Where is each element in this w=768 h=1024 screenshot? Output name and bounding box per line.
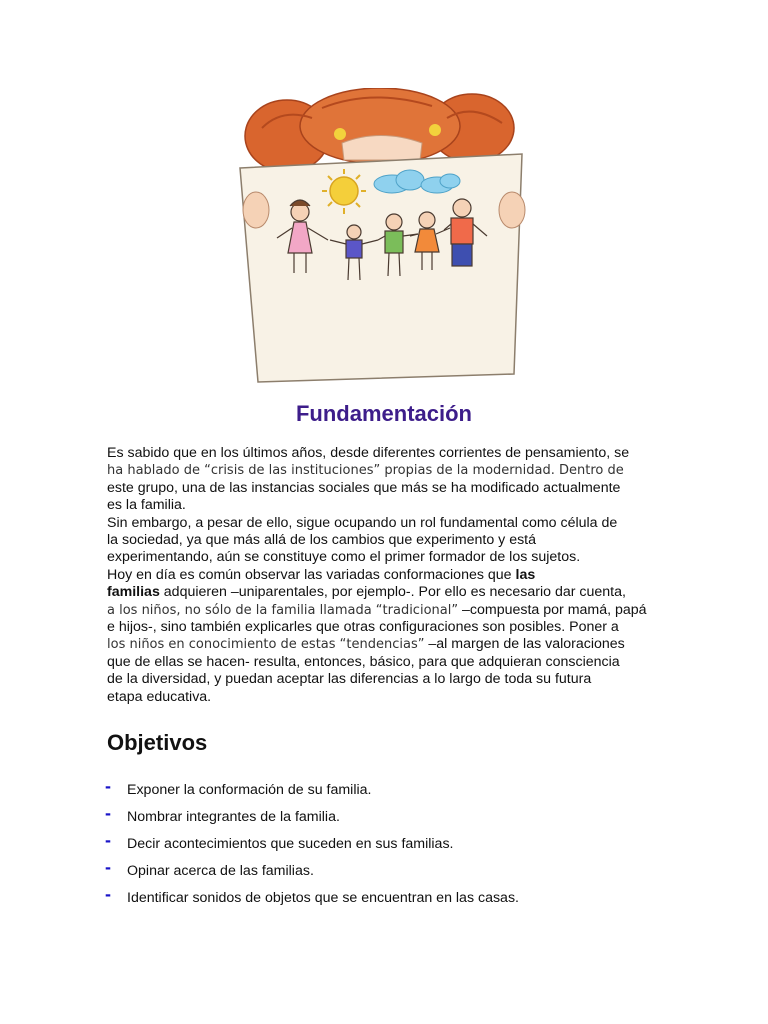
objective-item: [105, 857, 519, 884]
paragraph-line: [107, 584, 667, 601]
family-drawing-illustration: [232, 88, 532, 388]
paragraph-text: que de ellas se hacen- resulta, entonces, básico, para que adquieran consciencia: [107, 653, 620, 670]
objectives-heading: Objetivos: [107, 730, 208, 755]
paragraph-text: este grupo, una de las instancias sociales que más se ha modificado actualmente: [107, 479, 621, 496]
objective-item: [105, 803, 519, 830]
objective-text: Nombrar integrantes de la familia.: [127, 808, 340, 825]
bullet-dash-icon: -: [105, 776, 111, 796]
paragraph-line: [107, 619, 667, 636]
right-hand: [499, 192, 525, 228]
paragraph-line: [107, 497, 667, 514]
objective-text: Opinar acerca de las familias.: [127, 862, 314, 879]
objective-text: Decir acontecimientos que suceden en sus familias.: [127, 835, 454, 852]
paragraph-text: a los niños, no sólo de la familia llamada “tradicional”: [107, 602, 459, 618]
paragraph-text: –al margen de las valoraciones: [424, 636, 625, 653]
paragraph-line: [107, 671, 667, 688]
objective-item: [105, 776, 519, 803]
paragraph-text: las: [515, 566, 536, 583]
page-title: Fundamentación: [295, 401, 472, 426]
paragraph-text: Es sabido que en los últimos años, desde diferentes corrientes de pensamiento, se: [107, 445, 630, 461]
paragraph-text: experimentando, aún se constituye como el primer formador de los sujetos.: [107, 549, 581, 566]
paragraph-text: es la familia.: [107, 497, 186, 514]
paragraph-text: familias: [107, 584, 160, 601]
paragraph-line: [107, 480, 667, 497]
paragraph-text: la sociedad, ya que más allá de los cambios que experimento y está: [107, 532, 537, 549]
bullet-dash-icon: -: [105, 830, 111, 850]
paragraph-text: e hijos-, sino también explicarles que otras configuraciones son posibles. Poner a: [107, 619, 619, 636]
objective-text: Identificar sonidos de objetos que se encuentran en las casas.: [127, 889, 519, 906]
bullet-dash-icon: -: [105, 884, 111, 904]
paragraph-line: [107, 689, 667, 706]
objective-item: [105, 830, 519, 857]
child-face: [342, 136, 422, 161]
paragraph-text: los niños en conocimiento de estas “tendencias”: [107, 637, 425, 653]
objectives-list: [105, 776, 519, 911]
paragraph-text: –compuesta por mamá, papá: [458, 601, 647, 618]
bullet-dash-icon: -: [105, 857, 111, 877]
paragraph-text: ha hablado de “crisis de las instituciones” propias de la modernidad. Dentro de: [107, 463, 624, 479]
paragraph-text: adquieren –uniparentales, por ejemplo-. Por ello es necesario dar cuenta,: [159, 584, 626, 601]
objective-text: Exponer la conformación de su familia.: [127, 781, 372, 798]
paragraph-text: Hoy en día es común observar las variadas conformaciones que: [107, 566, 516, 583]
paragraph-line: [107, 602, 667, 619]
paragraph-line: [107, 445, 667, 462]
paragraph-line: [107, 515, 667, 532]
paragraph-text: Sin embargo, a pesar de ello, sigue ocupando un rol fundamental como célula de: [107, 514, 618, 531]
paragraph-line: [107, 462, 667, 479]
paragraph-line: [107, 636, 667, 653]
paragraph-text: etapa educativa.: [107, 688, 212, 705]
paragraph-line: [107, 567, 667, 584]
objective-item: [105, 884, 519, 911]
bullet-dash-icon: -: [105, 803, 111, 823]
paragraph-line: [107, 549, 667, 566]
paragraph-line: [107, 654, 667, 671]
fundamentacion-paragraph: [107, 445, 667, 706]
paragraph-line: [107, 532, 667, 549]
left-hand: [243, 192, 269, 228]
paragraph-text: de la diversidad, y puedan aceptar las diferencias a lo largo de toda su futura: [107, 671, 592, 688]
